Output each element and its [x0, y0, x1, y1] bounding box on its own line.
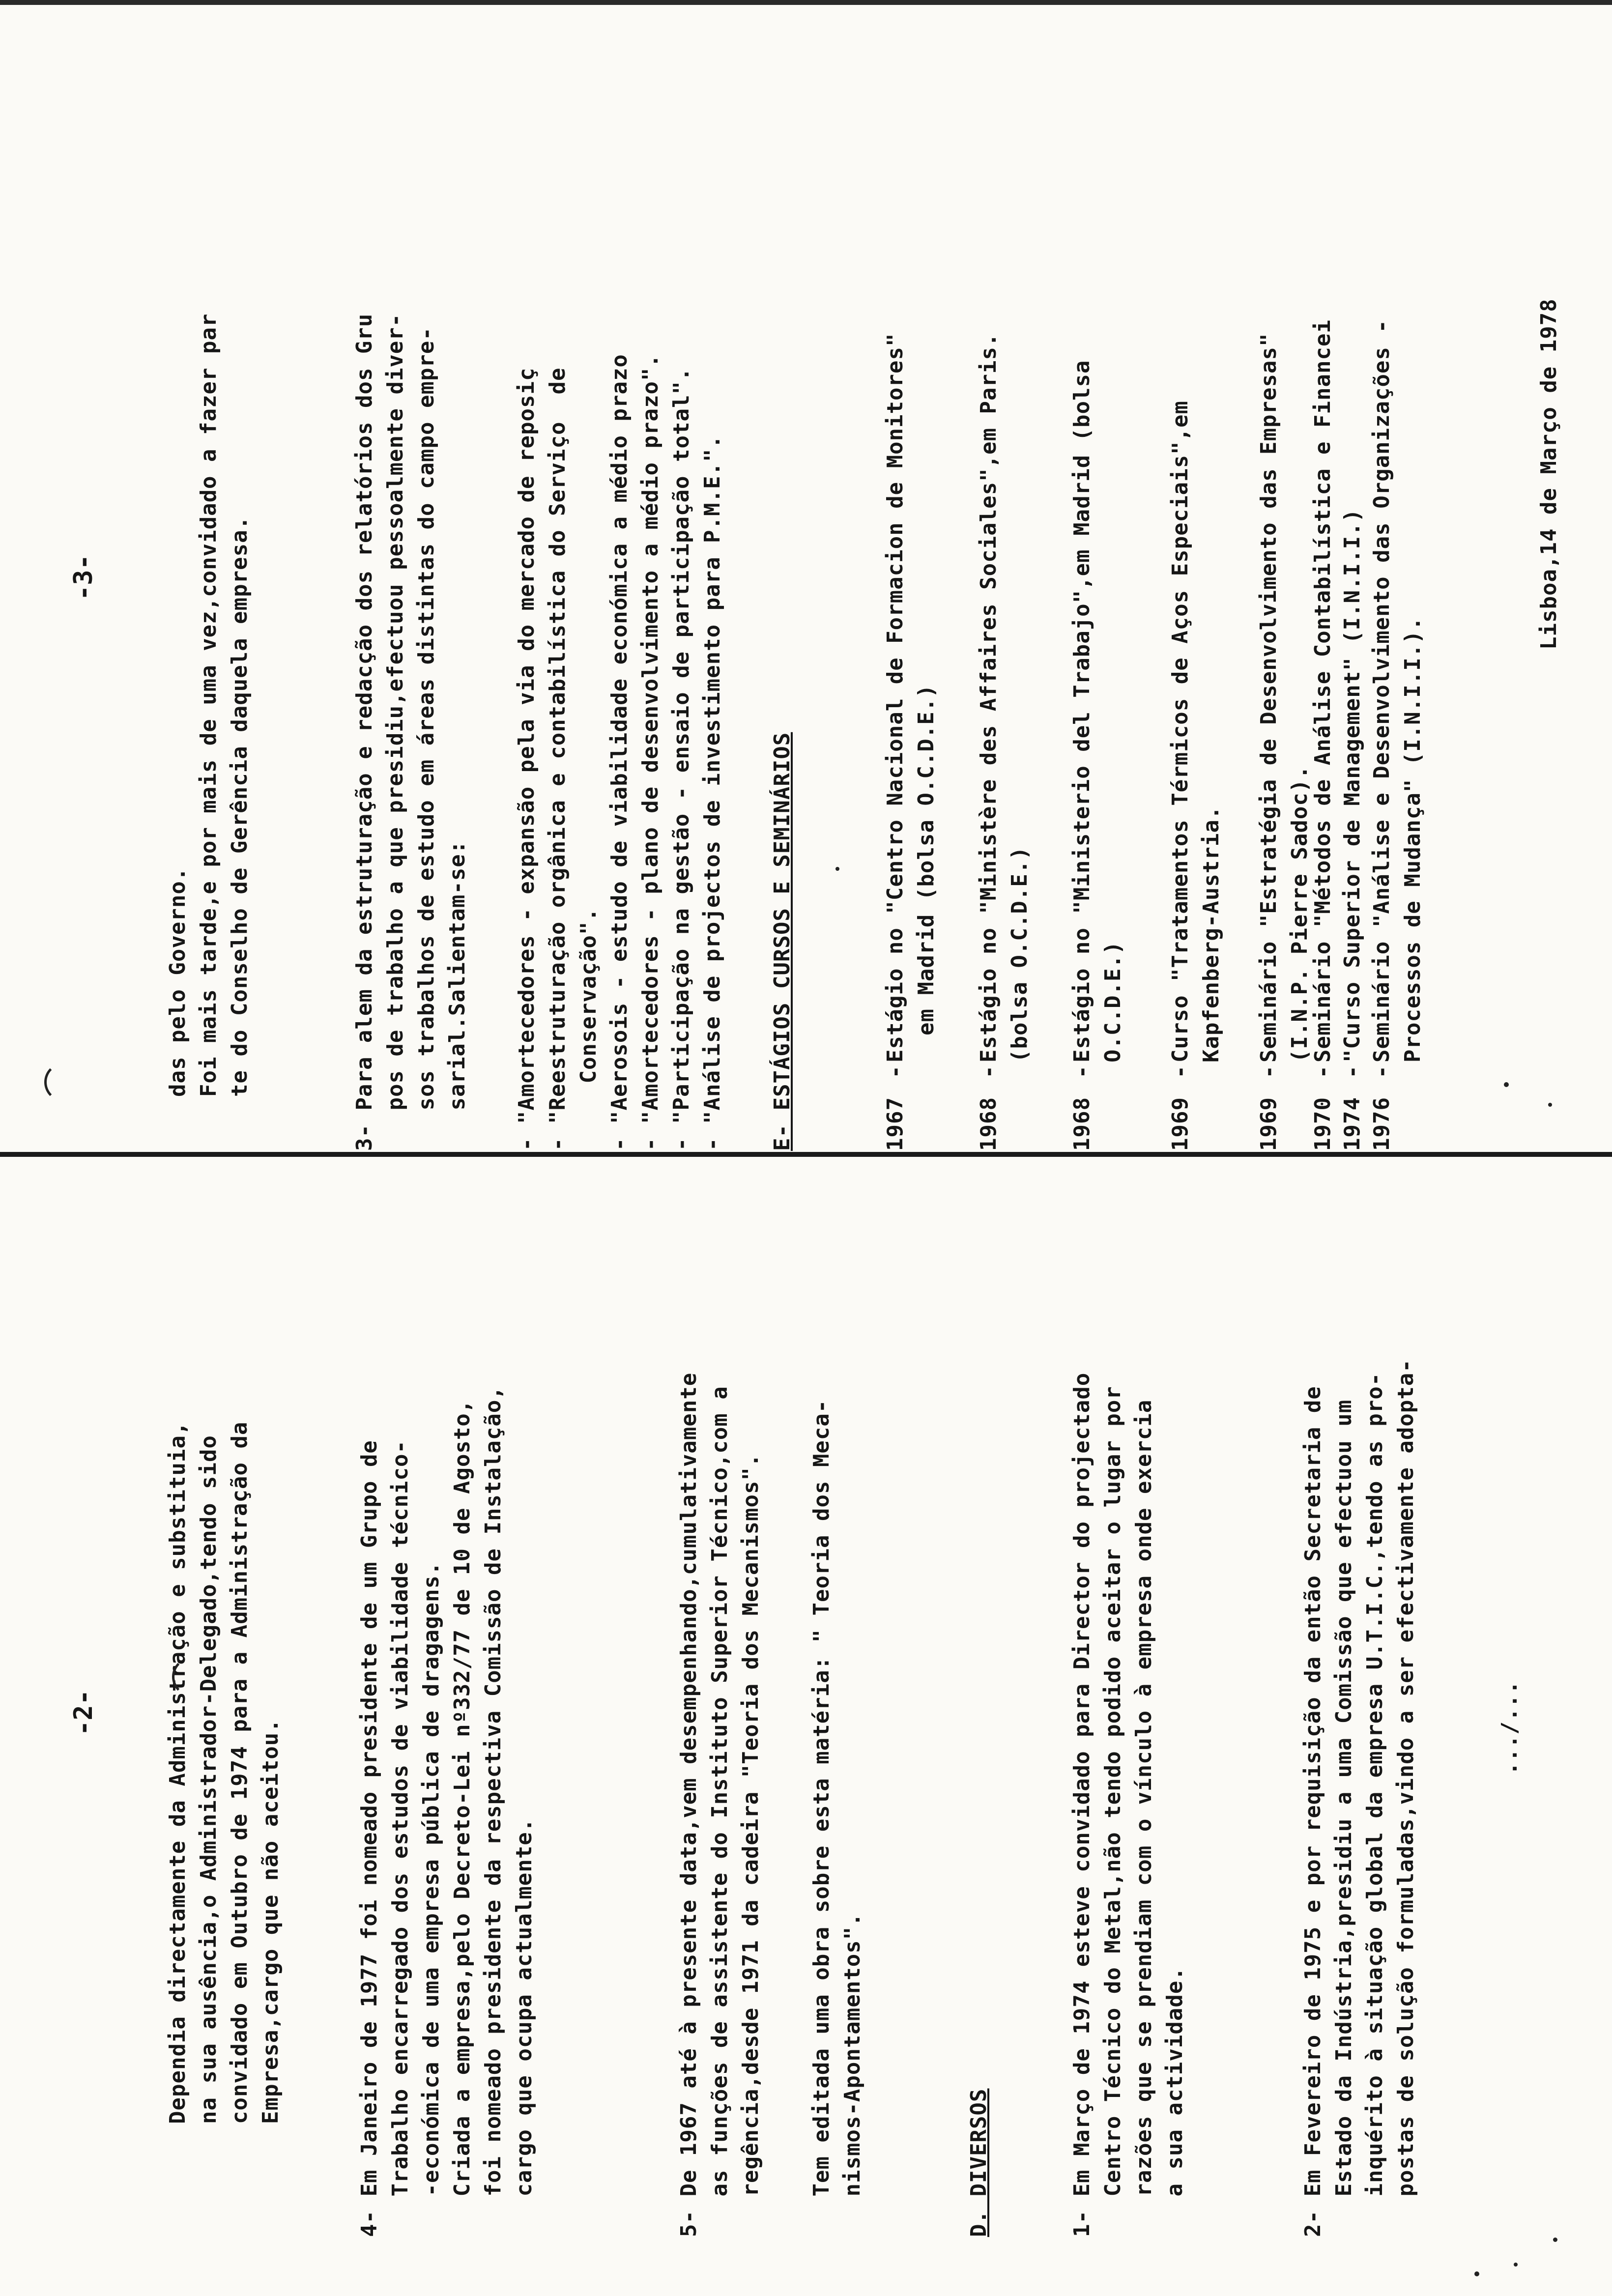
- scan-mark: [172, 1657, 211, 1696]
- page-number: -2-: [69, 1690, 98, 1736]
- course-entry: [1337, 509, 1368, 1151]
- course-entry: [1066, 360, 1128, 1151]
- page-fold-shadow: [0, 1152, 1612, 1157]
- course-year: 1976: [1369, 1097, 1394, 1151]
- course-entry: [1307, 319, 1338, 1151]
- scan-speck: [1548, 1103, 1552, 1107]
- course-entry: [973, 333, 1035, 1151]
- course-dash: -: [1168, 1065, 1193, 1092]
- section-e-heading: E- ESTÁGIOS CURSOS E SEMINÁRIOS: [770, 732, 795, 1151]
- course-description: Curso "Tratamentos Térmicos de Aços Especiais",em Kapfenberg-Austria.: [1168, 400, 1224, 1062]
- continued-paragraph: das pelo Governo. Foi mais tarde,e por mais de uma vez,convidado a fazer par te do Conselho de Gerência daquela empresa.: [165, 313, 252, 1097]
- course-entry: [880, 333, 942, 1151]
- course-description: Seminário "Análise e Desenvolvimento das Organizações - Processos de Mudança" (I.N.I.I.).: [1369, 319, 1425, 1062]
- course-year: 1968: [1069, 1097, 1094, 1151]
- continuation-mark: .../...: [1497, 1680, 1522, 1775]
- scan-speck: [1474, 2271, 1479, 2276]
- scan-speck: [1504, 1082, 1509, 1087]
- course-entry: [1165, 401, 1227, 1151]
- course-description: Estágio no "Ministerio del Trabajo",em Madrid (bolsa O.C.D.E.): [1069, 360, 1125, 1062]
- intro-paragraph: Dependia directamente da Administração e substituia, na sua ausência,o Administrador-Delegado,tendo sido convidado em Outubro de 1974 para a Administração da Empresa,cargo que não aceitou.: [165, 1421, 283, 2124]
- signature-date-line: Lisboa,14 de Março de 1978: [1536, 298, 1561, 650]
- course-dash: -: [976, 1065, 1001, 1092]
- page-2: [0, 1151, 1612, 2296]
- scan-speck: [835, 867, 839, 871]
- course-description: Seminário "Estratégia de Desenvolvimento das Empresas" (I.N.P. Pierre Sadoc).: [1256, 333, 1312, 1062]
- item-3-paragraph: 3- Para alem da estruturação e redacção dos relatórios dos Gru pos de trabalho a que presidiu,efectuou pessoalmente diver- sos trabalhos de estudo em áreas distintas do campo empre- sarial.Salientam-se:: [352, 313, 470, 1151]
- section-d-heading: D. DIVERSOS: [966, 2088, 991, 2237]
- course-description: Estágio no "Centro Nacional de Formacion de Monitores" em Madrid (bolsa O.C.D.E.): [883, 333, 939, 1062]
- course-description: "Curso Superior de Management" (I.N.I.I.): [1340, 508, 1365, 1062]
- course-dash: -: [1256, 1065, 1281, 1092]
- course-year: 1967: [883, 1097, 908, 1151]
- course-dash: -: [1340, 1065, 1365, 1092]
- course-dash: -: [1369, 1065, 1394, 1092]
- course-description: Estágio no "Ministère des Affaires Sociales",em Paris. (bolsa O.C.D.E.): [976, 333, 1032, 1062]
- diversos-item-2: 2- Em Fevereiro de 1975 e por requisição da então Secretaria de Estado da Indústria,presidiu a uma Comissão que efectuou um inquérito à situação global da empresa U.T.I.C.,tendo as pro- postas de solução formuladas,vindo a ser efectivamente adopta-: [1300, 1359, 1418, 2237]
- course-year: 1968: [976, 1097, 1001, 1151]
- scan-speck: [1514, 2263, 1518, 2267]
- course-dash: -: [1310, 1065, 1335, 1092]
- item-4-paragraph: 4- Em Janeiro de 1977 foi nomeado presidente de um Grupo de Trabalho encarregado dos estudos de viabilidade técnico- -económica de uma empresa pública de dragagens. Criada a empresa,pelo Decreto-Lei nº332/77 de 10 de Agosto, foi nomeado presidente da respectiva Comissão de Instalação, cargo que ocupa actualmente.: [357, 1386, 537, 2237]
- scan-speck: [1553, 2238, 1557, 2242]
- page-edge-shadow: [0, 0, 1612, 5]
- course-description: Seminário "Métodos de Análise Contabilística e Financei: [1310, 319, 1335, 1062]
- course-dash: -: [1069, 1065, 1094, 1092]
- course-year: 1974: [1340, 1097, 1365, 1151]
- course-year: 1969: [1168, 1097, 1193, 1151]
- course-year: 1969: [1256, 1097, 1281, 1151]
- studies-list: - "Amortecedores - expansão pela via do mercado de reposiç - "Reestruturação orgânica e contabilística do Serviço de Conservação". - "Aerosois - estudo de viabilidade económica a médio prazo - "Amortecedores - plano de desenvolvimento a médio prazo". - "Participação na gestão - ensaio de participação total". - "Análise de projectos de investimento para P.M.E.".: [514, 354, 725, 1151]
- item-5-paragraph: 5- De 1967 até à presente data,vem desempenhando,cumulativamente as funções de assistente do Instituto Superior Técnico,com a regência,desde 1971 da cadeira "Teoria dos Mecanismos".: [676, 1372, 763, 2237]
- scan-mark: [44, 1062, 84, 1102]
- diversos-item-1: 1- Em Março de 1974 esteve convidado para Director do projectado Centro Técnico do Metal,não tendo podido aceitar o lugar por razões que se prendiam com o vínculo à empresa onde exercia a sua actividade.: [1069, 1372, 1187, 2237]
- course-year: 1970: [1310, 1097, 1335, 1151]
- page-number: -3-: [69, 554, 98, 601]
- course-entry: [1366, 319, 1428, 1151]
- course-dash: -: [883, 1065, 908, 1092]
- publication-paragraph: Tem editada uma obra sobre esta matéria: " Teoria dos Meca- nismos-Apontamentos".: [809, 1399, 865, 2197]
- course-entry: [1253, 333, 1315, 1151]
